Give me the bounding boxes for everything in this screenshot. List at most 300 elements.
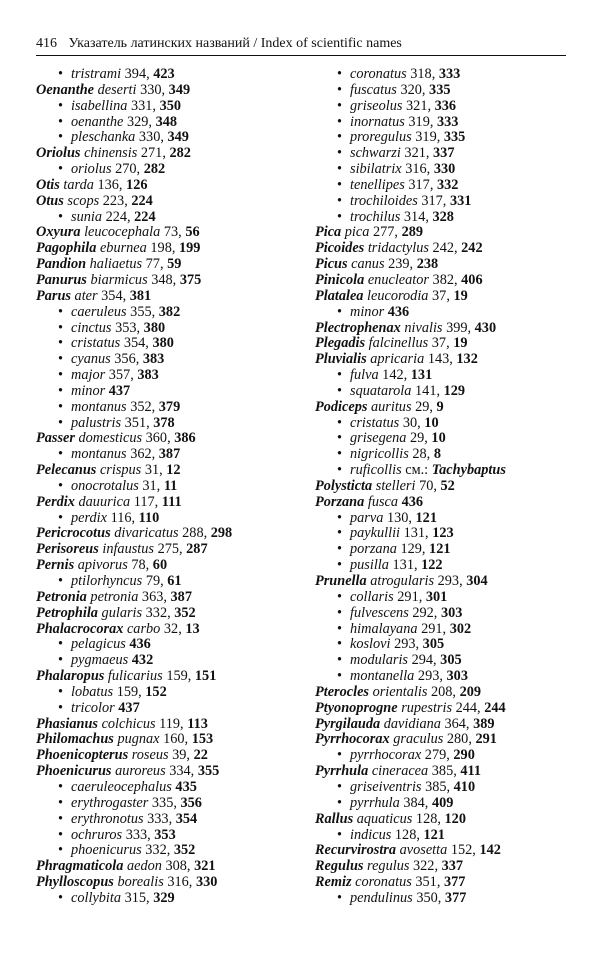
index-subentry	[315, 67, 565, 83]
genus-name: Pinicola	[315, 271, 365, 288]
index-subentry	[36, 828, 306, 844]
genus-name: Oriolus	[36, 145, 81, 162]
species-name: pendulinus	[350, 889, 413, 906]
index-subentry	[315, 384, 565, 400]
species-name: sunia	[71, 208, 102, 225]
plate-ref: 380	[152, 335, 174, 352]
species-name: roseus	[131, 747, 169, 764]
plate-ref: 305	[440, 652, 462, 669]
index-subentry	[315, 669, 565, 685]
genus-name: Otis	[36, 176, 60, 193]
page-refs: 363,	[141, 588, 171, 605]
index-subentry	[315, 178, 565, 194]
page-refs: 317,	[421, 192, 450, 209]
index-subentry	[36, 891, 306, 907]
page-refs: 152,	[450, 842, 480, 859]
species-name: palustris	[71, 414, 122, 431]
page-refs: 29,	[415, 398, 437, 415]
running-header	[36, 33, 566, 55]
species-name: oriolus	[71, 161, 112, 178]
index-subentry	[315, 891, 565, 907]
page-refs: 316,	[405, 161, 434, 178]
species-name: montanella	[350, 668, 415, 685]
plate-ref: 389	[473, 715, 495, 732]
index-entry	[315, 321, 565, 337]
bullet-marker: •	[58, 778, 64, 795]
plate-ref: 330	[433, 161, 456, 178]
bullet-marker: •	[337, 794, 343, 811]
page-refs: 315,	[124, 889, 154, 906]
plate-ref: 383	[142, 351, 165, 368]
species-name: major	[71, 367, 106, 384]
index-entry	[36, 606, 306, 622]
index-entry	[36, 273, 306, 289]
index-subentry	[315, 748, 565, 764]
index-column-right	[315, 67, 565, 907]
bullet-marker: •	[58, 335, 64, 352]
index-subentry	[36, 685, 306, 701]
bullet-marker: •	[337, 747, 343, 764]
index-subentry	[315, 130, 565, 146]
index-subentry	[36, 321, 306, 337]
genus-name: Phragmaticola	[36, 858, 124, 875]
species-name: pusilla	[350, 557, 389, 574]
index-subentry	[36, 511, 306, 527]
index-subentry	[315, 542, 565, 558]
page-refs: 142,	[382, 367, 411, 384]
index-entry	[315, 701, 565, 717]
page-refs: 78,	[131, 557, 153, 574]
bullet-marker: •	[337, 826, 343, 843]
index-entry	[315, 225, 565, 241]
index-entry	[36, 859, 306, 875]
bullet-marker: •	[337, 176, 343, 193]
species-name: aedon	[126, 858, 162, 875]
index-entry	[315, 400, 565, 416]
plate-ref: 352	[173, 842, 196, 859]
species-name: auroreus	[115, 763, 166, 780]
species-name: proregulus	[350, 129, 412, 146]
running-title: Указатель латинских названий / Index of scientific names	[68, 36, 402, 51]
index-subentry	[36, 574, 306, 590]
plate-ref: 10	[431, 430, 446, 447]
plate-ref: 331	[449, 192, 472, 209]
index-entry	[315, 717, 565, 733]
page-refs: 116,	[110, 509, 139, 526]
page-refs: 293,	[417, 668, 447, 685]
index-subentry	[315, 653, 565, 669]
bullet-marker: •	[58, 446, 64, 463]
genus-name: Phoenicurus	[36, 763, 112, 780]
index-entry	[36, 622, 306, 638]
index-entry	[36, 225, 306, 241]
species-name: caeruleocephalus	[71, 778, 172, 795]
index-entry	[36, 289, 306, 305]
species-name: avosetta	[399, 842, 448, 859]
index-subentry	[315, 115, 565, 131]
species-name: lobatus	[71, 683, 114, 700]
page-refs: 119,	[159, 715, 188, 732]
species-name: cineracea	[371, 763, 429, 780]
index-entry	[36, 526, 306, 542]
page-refs: 385,	[425, 778, 454, 795]
index-subentry	[315, 210, 565, 226]
page-refs: 318,	[410, 66, 439, 82]
plate-ref: 60	[152, 557, 168, 574]
page-refs: 384,	[403, 794, 432, 811]
page-refs: 317,	[408, 176, 437, 193]
page-refs: 128,	[415, 810, 445, 827]
species-name: tarda	[63, 176, 94, 193]
species-name: cristatus	[71, 335, 121, 352]
species-name: divaricatus	[114, 525, 179, 542]
index-subentry	[315, 828, 565, 844]
bullet-marker: •	[337, 161, 343, 178]
page-refs: 335,	[151, 794, 181, 811]
index-subentry	[315, 83, 565, 99]
index-subentry	[315, 606, 565, 622]
bullet-marker: •	[337, 620, 343, 637]
plate-ref: 12	[166, 462, 181, 479]
plate-ref: 298	[210, 525, 233, 542]
genus-name: Recurvirostra	[315, 842, 397, 859]
page-refs: 160,	[163, 731, 192, 748]
species-name: tricolor	[71, 699, 115, 716]
species-name: modularis	[350, 652, 408, 669]
page-refs: 223,	[102, 192, 132, 209]
page-refs: 131,	[403, 525, 433, 542]
page-refs: 356,	[114, 351, 143, 368]
species-name: cyanus	[71, 351, 111, 368]
page-refs: 141,	[415, 382, 444, 399]
page-refs: 334,	[169, 763, 198, 780]
index-subentry	[36, 637, 306, 653]
species-name: paykullii	[350, 525, 401, 542]
plate-ref: 379	[158, 398, 181, 415]
plate-ref: 291	[475, 731, 497, 748]
page-refs: 129,	[400, 541, 430, 558]
species-name: colchicus	[101, 715, 156, 732]
index-entry	[36, 241, 306, 257]
plate-ref: 411	[460, 763, 482, 780]
index-entry	[315, 859, 565, 875]
plate-ref: 430	[474, 319, 497, 336]
bullet-marker: •	[337, 208, 343, 225]
species-name: coronatus	[355, 874, 412, 891]
index-subentry	[315, 305, 565, 321]
page-refs: 332,	[145, 604, 175, 621]
index-subentry	[36, 115, 306, 131]
plate-ref: 8	[433, 446, 441, 463]
bullet-marker: •	[58, 303, 64, 320]
index-entry	[315, 289, 565, 305]
genus-name: Oxyura	[36, 224, 81, 241]
genus-name: Pagophila	[36, 240, 97, 257]
plate-ref: 113	[187, 715, 208, 732]
page-refs: 70,	[419, 477, 441, 494]
index-subentry	[315, 162, 565, 178]
species-name: sibilatrix	[350, 161, 402, 178]
species-name: pygmaeus	[71, 652, 129, 669]
genus-name: Phalacrocorax	[36, 620, 124, 637]
species-name: himalayana	[350, 620, 418, 637]
species-name: haliaetus	[89, 256, 143, 273]
plate-ref: 337	[441, 858, 464, 875]
genus-name: Regulus	[315, 858, 364, 875]
plate-ref: 282	[169, 145, 191, 162]
bullet-marker: •	[337, 509, 343, 526]
bullet-marker: •	[337, 588, 343, 605]
species-name: apivorus	[77, 557, 128, 574]
plate-ref: 11	[163, 477, 178, 494]
genus-name: Pluvialis	[315, 351, 367, 368]
species-name: phoenicurus	[71, 842, 142, 859]
species-name: apricaria	[370, 351, 425, 368]
genus-name: Polysticta	[315, 477, 373, 494]
index-subentry	[315, 590, 565, 606]
species-name: tenellipes	[350, 176, 405, 193]
index-subentry	[315, 194, 565, 210]
species-name: pugnax	[117, 731, 160, 748]
index-subentry	[36, 843, 306, 859]
species-name: graculus	[393, 731, 444, 748]
species-name: canus	[351, 256, 385, 273]
index-subentry	[36, 67, 306, 83]
index-subentry	[36, 162, 306, 178]
index-entry	[36, 83, 306, 99]
index-entry	[36, 257, 306, 273]
bullet-marker: •	[58, 66, 64, 82]
plate-ref: 387	[170, 588, 192, 605]
species-name: inornatus	[350, 113, 405, 130]
page-refs: 319,	[415, 129, 444, 146]
species-name: nigricollis	[350, 446, 409, 463]
page-refs: 354,	[101, 287, 130, 304]
plate-ref: 304	[466, 573, 488, 589]
species-name: griseolus	[350, 97, 403, 114]
page-refs: 293,	[437, 573, 467, 589]
page-number: 416	[36, 36, 57, 51]
genus-name: Phalaropus	[36, 668, 105, 685]
species-name: perdix	[71, 509, 107, 526]
index-subentry	[315, 637, 565, 653]
page-refs: 77,	[145, 256, 168, 273]
species-name: falcinellus	[368, 335, 429, 352]
page-refs: 30,	[402, 414, 425, 431]
plate-ref: 224	[134, 208, 156, 225]
page-refs: 308,	[165, 858, 195, 875]
plate-ref: 131	[410, 367, 433, 384]
page-refs: 291,	[421, 620, 450, 637]
plate-ref: 353	[154, 826, 176, 843]
species-name: fuscatus	[350, 81, 397, 98]
bullet-marker: •	[58, 477, 64, 494]
page-refs: 352,	[130, 398, 159, 415]
index-subentry	[315, 526, 565, 542]
plate-ref: 121	[429, 541, 451, 558]
species-name: montanus	[71, 398, 127, 415]
page-refs: 117,	[133, 493, 162, 510]
index-entry	[315, 764, 565, 780]
index-entry	[36, 558, 306, 574]
bullet-marker: •	[58, 161, 64, 178]
plate-ref: 437	[118, 699, 140, 716]
page-refs: 31,	[142, 477, 164, 494]
page-refs: 239,	[388, 256, 417, 273]
index-subentry	[36, 479, 306, 495]
bullet-marker: •	[58, 699, 64, 716]
plate-ref: 13	[185, 620, 200, 637]
plate-ref: 328	[432, 208, 454, 225]
index-subentry	[36, 796, 306, 812]
page-refs: 208,	[430, 683, 460, 700]
species-name: tridactylus	[367, 240, 429, 257]
index-subentry	[36, 653, 306, 669]
genus-name: Otus	[36, 192, 64, 209]
bullet-marker: •	[337, 525, 343, 542]
page-refs: 399,	[446, 319, 475, 336]
species-name: leucorodia	[367, 287, 429, 304]
index-column-left	[36, 67, 306, 907]
plate-ref: 375	[179, 271, 202, 288]
species-name: leucocephala	[84, 224, 161, 241]
plate-ref: 409	[431, 794, 454, 811]
genus-name: Petrophila	[36, 604, 98, 621]
index-subentry	[36, 416, 306, 432]
species-name: isabellina	[71, 97, 128, 114]
index-entry	[315, 495, 565, 511]
bullet-marker: •	[58, 509, 64, 526]
bullet-marker: •	[58, 652, 64, 669]
plate-ref: 382	[158, 303, 181, 320]
page-refs: 329,	[126, 113, 156, 130]
plate-ref: 406	[461, 271, 483, 288]
genus-name: Oenanthe	[36, 81, 94, 98]
index-subentry	[315, 416, 565, 432]
page-refs: 280,	[446, 731, 476, 748]
plate-ref: 330	[195, 874, 218, 891]
page-refs: 351,	[124, 414, 154, 431]
plate-ref: 123	[432, 525, 454, 542]
bullet-marker: •	[337, 303, 343, 320]
page-refs: 322,	[413, 858, 442, 875]
plate-ref: 377	[443, 874, 466, 891]
index-entry	[315, 875, 565, 891]
bullet-marker: •	[337, 889, 343, 906]
page-refs: 293,	[394, 636, 423, 653]
index-entry	[315, 352, 565, 368]
bullet-marker: •	[337, 129, 343, 146]
plate-ref: 435	[175, 778, 197, 795]
index-subentry	[315, 447, 565, 463]
index-entry	[315, 241, 565, 257]
index-subentry	[36, 99, 306, 115]
species-name: caeruleus	[71, 303, 127, 320]
plate-ref: 121	[423, 826, 445, 843]
bullet-marker: •	[337, 778, 343, 795]
genus-name: Passer	[36, 430, 75, 447]
plate-ref: 410	[453, 778, 476, 795]
species-name: pleschanka	[71, 129, 136, 146]
index-subentry	[36, 701, 306, 717]
bullet-marker: •	[58, 794, 64, 811]
genus-name: Podiceps	[315, 398, 368, 415]
index-entry	[36, 495, 306, 511]
plate-ref: 381	[129, 287, 152, 304]
page-refs: 333,	[147, 810, 176, 827]
genus-name: Perdix	[36, 493, 75, 510]
plate-ref: 380	[143, 319, 166, 336]
genus-name: Pelecanus	[36, 462, 97, 479]
genus-name: Platalea	[315, 287, 364, 304]
plate-ref: 120	[444, 810, 466, 827]
index-entry	[36, 732, 306, 748]
genus-name: Phoenicopterus	[36, 747, 129, 764]
index-entry	[36, 748, 306, 764]
genus-name: Pandion	[36, 256, 87, 273]
index-entry	[36, 146, 306, 162]
plate-ref: 333	[438, 66, 461, 82]
bullet-marker: •	[337, 446, 343, 463]
bullet-marker: •	[58, 636, 64, 653]
bullet-marker: •	[337, 382, 343, 399]
bullet-marker: •	[58, 382, 64, 399]
plate-ref: 152	[145, 683, 167, 700]
bullet-marker: •	[337, 367, 343, 384]
species-name: erythronotus	[71, 810, 144, 827]
species-name: biarmicus	[90, 271, 148, 288]
page-refs: 143,	[427, 351, 457, 368]
genus-name: Rallus	[315, 810, 354, 827]
page-refs: 28,	[412, 446, 434, 463]
plate-ref: 242	[461, 240, 483, 257]
genus-name: Pterocles	[315, 683, 369, 700]
plate-ref: 335	[429, 81, 451, 98]
index-subentry	[36, 812, 306, 828]
page-refs: 350,	[416, 889, 445, 906]
genus-name: Ptyonoprogne	[315, 699, 398, 716]
genus-name: Pica	[315, 224, 342, 241]
plate-ref: 302	[449, 620, 472, 637]
index-entry	[315, 479, 565, 495]
species-name: gularis	[101, 604, 143, 621]
page-refs: 314,	[403, 208, 433, 225]
species-name: regulus	[367, 858, 410, 875]
species-name: minor	[350, 303, 385, 320]
plate-ref: 151	[194, 668, 217, 685]
plate-ref: 287	[186, 541, 208, 558]
plate-ref: 436	[401, 493, 424, 510]
index-entry	[36, 178, 306, 194]
page-refs: 364,	[444, 715, 474, 732]
index-entry	[315, 273, 565, 289]
species-name: pyrrhula	[350, 794, 400, 811]
species-name: infaustus	[102, 541, 154, 558]
page-refs: 130,	[386, 509, 416, 526]
bullet-marker: •	[337, 636, 343, 653]
species-name: fulvescens	[350, 604, 409, 621]
species-name: carbo	[126, 620, 161, 637]
species-name: fulva	[350, 367, 379, 384]
page-refs: 31,	[144, 462, 167, 479]
page-refs: 128,	[394, 826, 424, 843]
plate-ref: 303	[440, 604, 463, 621]
species-name: trochilus	[350, 208, 401, 225]
bullet-marker: •	[337, 652, 343, 669]
species-name: griseiventris	[350, 778, 422, 795]
plate-ref: 224	[131, 192, 153, 209]
bullet-marker: •	[337, 462, 343, 479]
